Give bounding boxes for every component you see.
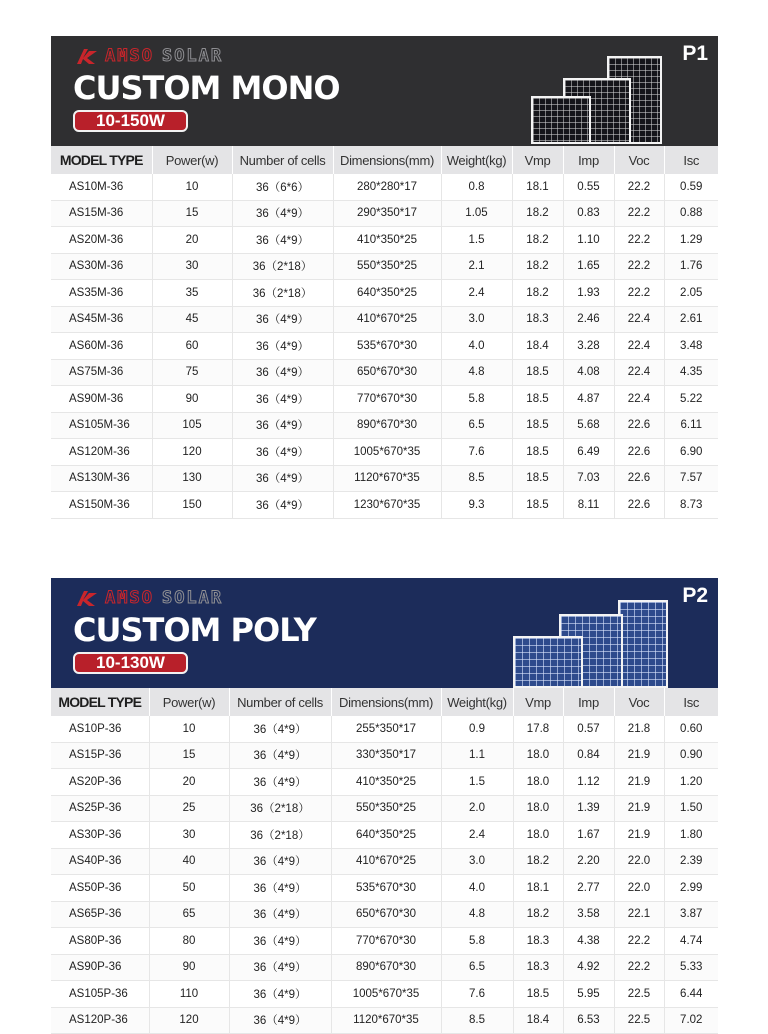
poly-banner — [51, 578, 718, 688]
cell-isc: 0.90 — [664, 742, 718, 769]
cell-weight: 2.0 — [441, 795, 513, 822]
cell-isc: 1.20 — [664, 769, 718, 796]
table-row — [51, 1007, 718, 1034]
cell-power: 105 — [152, 412, 232, 439]
cell-dimensions: 535*670*30 — [331, 875, 441, 902]
table-row — [51, 848, 718, 875]
cell-weight: 2.4 — [441, 822, 513, 849]
cell-model-type: AS65P-36 — [51, 901, 149, 928]
cell-weight: 1.5 — [441, 769, 513, 796]
cell-number-of-cells: 36（4*9） — [229, 875, 331, 902]
cell-dimensions: 535*670*30 — [333, 333, 441, 360]
cell-imp: 1.10 — [563, 227, 614, 254]
cell-power: 20 — [149, 769, 229, 796]
cell-weight: 4.8 — [441, 901, 513, 928]
cell-weight: 8.5 — [441, 465, 512, 492]
cell-voc: 22.2 — [614, 253, 664, 280]
cell-number-of-cells: 36（4*9） — [229, 769, 331, 796]
cell-number-of-cells: 36（4*9） — [229, 1007, 331, 1034]
table-row — [51, 200, 718, 227]
table-row — [51, 227, 718, 254]
cell-imp: 1.39 — [563, 795, 614, 822]
cell-power: 130 — [152, 465, 232, 492]
cell-voc: 21.9 — [614, 769, 664, 796]
cell-imp: 2.77 — [563, 875, 614, 902]
cell-model-type: AS60M-36 — [51, 333, 152, 360]
cell-power: 50 — [149, 875, 229, 902]
cell-voc: 22.6 — [614, 412, 664, 439]
cell-vmp: 18.0 — [513, 769, 563, 796]
cell-number-of-cells: 36（4*9） — [229, 742, 331, 769]
cell-imp: 1.12 — [563, 769, 614, 796]
cell-voc: 22.4 — [614, 333, 664, 360]
spec-table — [51, 688, 718, 1034]
cell-voc: 22.0 — [614, 848, 664, 875]
cell-vmp: 18.2 — [513, 848, 563, 875]
cell-voc: 22.2 — [614, 174, 664, 200]
cell-isc: 1.29 — [664, 227, 718, 254]
cell-number-of-cells: 36（4*9） — [229, 848, 331, 875]
cell-imp: 1.67 — [563, 822, 614, 849]
brand-mark-icon — [75, 47, 99, 65]
table-row — [51, 742, 718, 769]
cell-power: 90 — [149, 954, 229, 981]
cell-number-of-cells: 36（4*9） — [229, 954, 331, 981]
cell-isc: 2.39 — [664, 848, 718, 875]
cell-weight: 0.9 — [441, 716, 513, 742]
cell-imp: 2.20 — [563, 848, 614, 875]
cell-dimensions: 255*350*17 — [331, 716, 441, 742]
cell-vmp: 18.5 — [513, 981, 563, 1008]
cell-voc: 22.6 — [614, 439, 664, 466]
cell-number-of-cells: 36（2*18） — [232, 253, 333, 280]
table-row — [51, 439, 718, 466]
cell-isc: 6.90 — [664, 439, 718, 466]
cell-number-of-cells: 36（4*9） — [232, 386, 333, 413]
cell-number-of-cells: 36（2*18） — [232, 280, 333, 307]
table-row — [51, 492, 718, 519]
cell-power: 120 — [152, 439, 232, 466]
cell-dimensions: 650*670*30 — [333, 359, 441, 386]
column-header-imp: Imp — [563, 688, 614, 716]
cell-imp: 1.65 — [563, 253, 614, 280]
cell-isc: 1.80 — [664, 822, 718, 849]
table-row — [51, 901, 718, 928]
cell-imp: 3.28 — [563, 333, 614, 360]
cell-number-of-cells: 36（6*6） — [232, 174, 333, 200]
cell-dimensions: 640*350*25 — [333, 280, 441, 307]
cell-model-type: AS15P-36 — [51, 742, 149, 769]
solar-panel-image — [513, 636, 583, 688]
cell-isc: 0.59 — [664, 174, 718, 200]
cell-model-type: AS130M-36 — [51, 465, 152, 492]
cell-number-of-cells: 36（4*9） — [229, 928, 331, 955]
cell-imp: 4.92 — [563, 954, 614, 981]
column-header-number-of-cells: Number of cells — [229, 688, 331, 716]
cell-voc: 21.9 — [614, 822, 664, 849]
cell-number-of-cells: 36（4*9） — [232, 439, 333, 466]
cell-weight: 1.1 — [441, 742, 513, 769]
table-row — [51, 822, 718, 849]
cell-imp: 0.57 — [563, 716, 614, 742]
column-header-dimensions: Dimensions(mm) — [333, 146, 441, 174]
cell-isc: 6.44 — [664, 981, 718, 1008]
cell-vmp: 18.4 — [512, 333, 563, 360]
cell-power: 15 — [149, 742, 229, 769]
cell-imp: 4.38 — [563, 928, 614, 955]
cell-voc: 22.5 — [614, 981, 664, 1008]
brand-name-right: SOLAR — [161, 46, 224, 66]
table-row — [51, 412, 718, 439]
cell-model-type: AS40P-36 — [51, 848, 149, 875]
cell-isc: 4.74 — [664, 928, 718, 955]
table-row — [51, 174, 718, 200]
cell-vmp: 18.2 — [512, 227, 563, 254]
cell-power: 30 — [149, 822, 229, 849]
cell-dimensions: 330*350*17 — [331, 742, 441, 769]
table-row — [51, 359, 718, 386]
cell-power: 60 — [152, 333, 232, 360]
column-header-weight: Weight(kg) — [441, 688, 513, 716]
cell-voc: 22.0 — [614, 875, 664, 902]
cell-weight: 4.8 — [441, 359, 512, 386]
cell-model-type: AS25P-36 — [51, 795, 149, 822]
cell-power: 25 — [149, 795, 229, 822]
cell-model-type: AS75M-36 — [51, 359, 152, 386]
table-row — [51, 333, 718, 360]
cell-weight: 5.8 — [441, 386, 512, 413]
table-header — [51, 146, 718, 174]
column-header-dimensions: Dimensions(mm) — [331, 688, 441, 716]
cell-imp: 4.08 — [563, 359, 614, 386]
table-body — [51, 716, 718, 1034]
cell-vmp: 18.2 — [512, 253, 563, 280]
cell-power: 20 — [152, 227, 232, 254]
cell-dimensions: 280*280*17 — [333, 174, 441, 200]
cell-vmp: 18.3 — [513, 954, 563, 981]
spec-table — [51, 146, 718, 519]
column-header-model-type: MODEL TYPE — [51, 146, 152, 174]
column-header-voc: Voc — [614, 688, 664, 716]
table-row — [51, 981, 718, 1008]
cell-imp: 2.46 — [563, 306, 614, 333]
cell-isc: 2.99 — [664, 875, 718, 902]
table-row — [51, 795, 718, 822]
brand-name-right: SOLAR — [161, 588, 224, 608]
cell-number-of-cells: 36（4*9） — [232, 492, 333, 519]
brand-name-left: AMSO — [105, 46, 154, 66]
cell-power: 40 — [149, 848, 229, 875]
cell-voc: 22.6 — [614, 465, 664, 492]
cell-vmp: 18.1 — [512, 174, 563, 200]
column-header-power: Power(w) — [152, 146, 232, 174]
cell-isc: 8.73 — [664, 492, 718, 519]
cell-isc: 5.33 — [664, 954, 718, 981]
cell-voc: 22.4 — [614, 306, 664, 333]
cell-dimensions: 1120*670*35 — [333, 465, 441, 492]
cell-voc: 21.8 — [614, 716, 664, 742]
cell-weight: 1.5 — [441, 227, 512, 254]
cell-power: 35 — [152, 280, 232, 307]
cell-power: 120 — [149, 1007, 229, 1034]
cell-dimensions: 410*350*25 — [331, 769, 441, 796]
cell-dimensions: 1005*670*35 — [331, 981, 441, 1008]
cell-weight: 2.1 — [441, 253, 512, 280]
cell-vmp: 18.2 — [512, 280, 563, 307]
cell-imp: 8.11 — [563, 492, 614, 519]
cell-weight: 6.5 — [441, 954, 513, 981]
cell-weight: 5.8 — [441, 928, 513, 955]
cell-number-of-cells: 36（2*18） — [229, 795, 331, 822]
cell-voc: 22.2 — [614, 200, 664, 227]
cell-model-type: AS150M-36 — [51, 492, 152, 519]
cell-power: 10 — [152, 174, 232, 200]
cell-weight: 4.0 — [441, 875, 513, 902]
cell-voc: 22.2 — [614, 280, 664, 307]
cell-vmp: 18.4 — [513, 1007, 563, 1034]
section-title: CUSTOM POLY — [73, 611, 316, 649]
cell-vmp: 18.5 — [512, 492, 563, 519]
cell-vmp: 18.2 — [512, 200, 563, 227]
cell-dimensions: 770*670*30 — [331, 928, 441, 955]
cell-voc: 22.2 — [614, 954, 664, 981]
cell-model-type: AS120M-36 — [51, 439, 152, 466]
cell-dimensions: 410*670*25 — [331, 848, 441, 875]
cell-dimensions: 1230*670*35 — [333, 492, 441, 519]
cell-number-of-cells: 36（4*9） — [232, 359, 333, 386]
column-header-weight: Weight(kg) — [441, 146, 512, 174]
cell-model-type: AS105M-36 — [51, 412, 152, 439]
cell-dimensions: 640*350*25 — [331, 822, 441, 849]
cell-model-type: AS35M-36 — [51, 280, 152, 307]
column-header-power: Power(w) — [149, 688, 229, 716]
cell-dimensions: 410*350*25 — [333, 227, 441, 254]
cell-number-of-cells: 36（4*9） — [232, 333, 333, 360]
cell-vmp: 18.3 — [513, 928, 563, 955]
cell-voc: 22.1 — [614, 901, 664, 928]
cell-isc: 5.22 — [664, 386, 718, 413]
cell-model-type: AS10P-36 — [51, 716, 149, 742]
cell-voc: 22.5 — [614, 1007, 664, 1034]
cell-power: 150 — [152, 492, 232, 519]
cell-power: 15 — [152, 200, 232, 227]
cell-dimensions: 650*670*30 — [331, 901, 441, 928]
column-header-isc: Isc — [664, 688, 718, 716]
cell-isc: 0.60 — [664, 716, 718, 742]
table-row — [51, 875, 718, 902]
cell-model-type: AS90P-36 — [51, 954, 149, 981]
cell-imp: 6.49 — [563, 439, 614, 466]
cell-imp: 1.93 — [563, 280, 614, 307]
cell-vmp: 18.1 — [513, 875, 563, 902]
cell-model-type: AS120P-36 — [51, 1007, 149, 1034]
page-number: P2 — [682, 584, 708, 607]
table-row — [51, 280, 718, 307]
cell-model-type: AS15M-36 — [51, 200, 152, 227]
cell-voc: 22.2 — [614, 928, 664, 955]
cell-voc: 22.2 — [614, 227, 664, 254]
cell-weight: 7.6 — [441, 981, 513, 1008]
cell-vmp: 18.5 — [512, 412, 563, 439]
cell-voc: 21.9 — [614, 795, 664, 822]
cell-weight: 3.0 — [441, 848, 513, 875]
cell-imp: 7.03 — [563, 465, 614, 492]
cell-isc: 3.48 — [664, 333, 718, 360]
table-row — [51, 769, 718, 796]
cell-dimensions: 890*670*30 — [331, 954, 441, 981]
table-header — [51, 688, 718, 716]
cell-dimensions: 890*670*30 — [333, 412, 441, 439]
cell-voc: 22.6 — [614, 492, 664, 519]
cell-power: 30 — [152, 253, 232, 280]
cell-isc: 4.35 — [664, 359, 718, 386]
cell-number-of-cells: 36（2*18） — [229, 822, 331, 849]
cell-imp: 0.55 — [563, 174, 614, 200]
section-title: CUSTOM MONO — [73, 69, 340, 107]
cell-vmp: 18.5 — [512, 465, 563, 492]
cell-imp: 3.58 — [563, 901, 614, 928]
power-range-badge: 10-150W — [73, 110, 188, 132]
column-header-imp: Imp — [563, 146, 614, 174]
cell-model-type: AS10M-36 — [51, 174, 152, 200]
cell-number-of-cells: 36（4*9） — [232, 227, 333, 254]
cell-power: 80 — [149, 928, 229, 955]
cell-weight: 8.5 — [441, 1007, 513, 1034]
cell-imp: 0.83 — [563, 200, 614, 227]
cell-number-of-cells: 36（4*9） — [229, 901, 331, 928]
cell-number-of-cells: 36（4*9） — [232, 200, 333, 227]
table-body — [51, 174, 718, 518]
cell-power: 90 — [152, 386, 232, 413]
cell-power: 75 — [152, 359, 232, 386]
cell-isc: 1.50 — [664, 795, 718, 822]
cell-power: 110 — [149, 981, 229, 1008]
solar-panel-image — [531, 96, 591, 144]
cell-imp: 6.53 — [563, 1007, 614, 1034]
cell-model-type: AS30P-36 — [51, 822, 149, 849]
column-header-isc: Isc — [664, 146, 718, 174]
cell-model-type: AS20P-36 — [51, 769, 149, 796]
cell-dimensions: 550*350*25 — [333, 253, 441, 280]
cell-weight: 6.5 — [441, 412, 512, 439]
cell-number-of-cells: 36（4*9） — [229, 981, 331, 1008]
mono-section — [51, 36, 718, 519]
cell-vmp: 18.5 — [512, 359, 563, 386]
cell-isc: 3.87 — [664, 901, 718, 928]
table-row — [51, 928, 718, 955]
cell-voc: 22.4 — [614, 386, 664, 413]
column-header-vmp: Vmp — [512, 146, 563, 174]
cell-vmp: 18.0 — [513, 822, 563, 849]
cell-weight: 7.6 — [441, 439, 512, 466]
cell-power: 45 — [152, 306, 232, 333]
cell-dimensions: 410*670*25 — [333, 306, 441, 333]
cell-model-type: AS105P-36 — [51, 981, 149, 1008]
cell-isc: 7.57 — [664, 465, 718, 492]
column-header-number-of-cells: Number of cells — [232, 146, 333, 174]
cell-dimensions: 770*670*30 — [333, 386, 441, 413]
cell-imp: 0.84 — [563, 742, 614, 769]
cell-isc: 6.11 — [664, 412, 718, 439]
cell-model-type: AS45M-36 — [51, 306, 152, 333]
cell-isc: 1.76 — [664, 253, 718, 280]
table-row — [51, 954, 718, 981]
cell-voc: 21.9 — [614, 742, 664, 769]
cell-vmp: 18.2 — [513, 901, 563, 928]
power-range-badge: 10-130W — [73, 652, 188, 674]
cell-dimensions: 1005*670*35 — [333, 439, 441, 466]
cell-power: 10 — [149, 716, 229, 742]
cell-model-type: AS50P-36 — [51, 875, 149, 902]
column-header-model-type: MODEL TYPE — [51, 688, 149, 716]
table-row — [51, 386, 718, 413]
cell-vmp: 18.5 — [512, 386, 563, 413]
cell-power: 65 — [149, 901, 229, 928]
brand-mark-icon — [75, 589, 99, 607]
cell-isc: 0.88 — [664, 200, 718, 227]
cell-dimensions: 1120*670*35 — [331, 1007, 441, 1034]
cell-weight: 9.3 — [441, 492, 512, 519]
cell-number-of-cells: 36（4*9） — [232, 465, 333, 492]
brand-logo — [75, 588, 223, 608]
cell-vmp: 18.3 — [512, 306, 563, 333]
cell-number-of-cells: 36（4*9） — [232, 412, 333, 439]
cell-imp: 5.95 — [563, 981, 614, 1008]
cell-model-type: AS90M-36 — [51, 386, 152, 413]
poly-section — [51, 578, 718, 1034]
cell-weight: 0.8 — [441, 174, 512, 200]
solar-panel-image — [618, 600, 668, 688]
cell-vmp: 18.0 — [513, 795, 563, 822]
cell-number-of-cells: 36（4*9） — [232, 306, 333, 333]
page-number: P1 — [682, 42, 708, 65]
cell-isc: 2.61 — [664, 306, 718, 333]
cell-weight: 3.0 — [441, 306, 512, 333]
cell-vmp: 18.0 — [513, 742, 563, 769]
table-row — [51, 716, 718, 742]
column-header-voc: Voc — [614, 146, 664, 174]
table-row — [51, 253, 718, 280]
cell-dimensions: 550*350*25 — [331, 795, 441, 822]
cell-imp: 5.68 — [563, 412, 614, 439]
cell-weight: 4.0 — [441, 333, 512, 360]
cell-model-type: AS30M-36 — [51, 253, 152, 280]
cell-dimensions: 290*350*17 — [333, 200, 441, 227]
cell-vmp: 17.8 — [513, 716, 563, 742]
table-row — [51, 306, 718, 333]
brand-logo — [75, 46, 223, 66]
cell-model-type: AS80P-36 — [51, 928, 149, 955]
cell-weight: 2.4 — [441, 280, 512, 307]
cell-isc: 2.05 — [664, 280, 718, 307]
column-header-vmp: Vmp — [513, 688, 563, 716]
cell-model-type: AS20M-36 — [51, 227, 152, 254]
cell-isc: 7.02 — [664, 1007, 718, 1034]
cell-imp: 4.87 — [563, 386, 614, 413]
cell-number-of-cells: 36（4*9） — [229, 716, 331, 742]
cell-voc: 22.4 — [614, 359, 664, 386]
table-row — [51, 465, 718, 492]
mono-banner — [51, 36, 718, 146]
cell-vmp: 18.5 — [512, 439, 563, 466]
cell-weight: 1.05 — [441, 200, 512, 227]
brand-name-left: AMSO — [105, 588, 154, 608]
